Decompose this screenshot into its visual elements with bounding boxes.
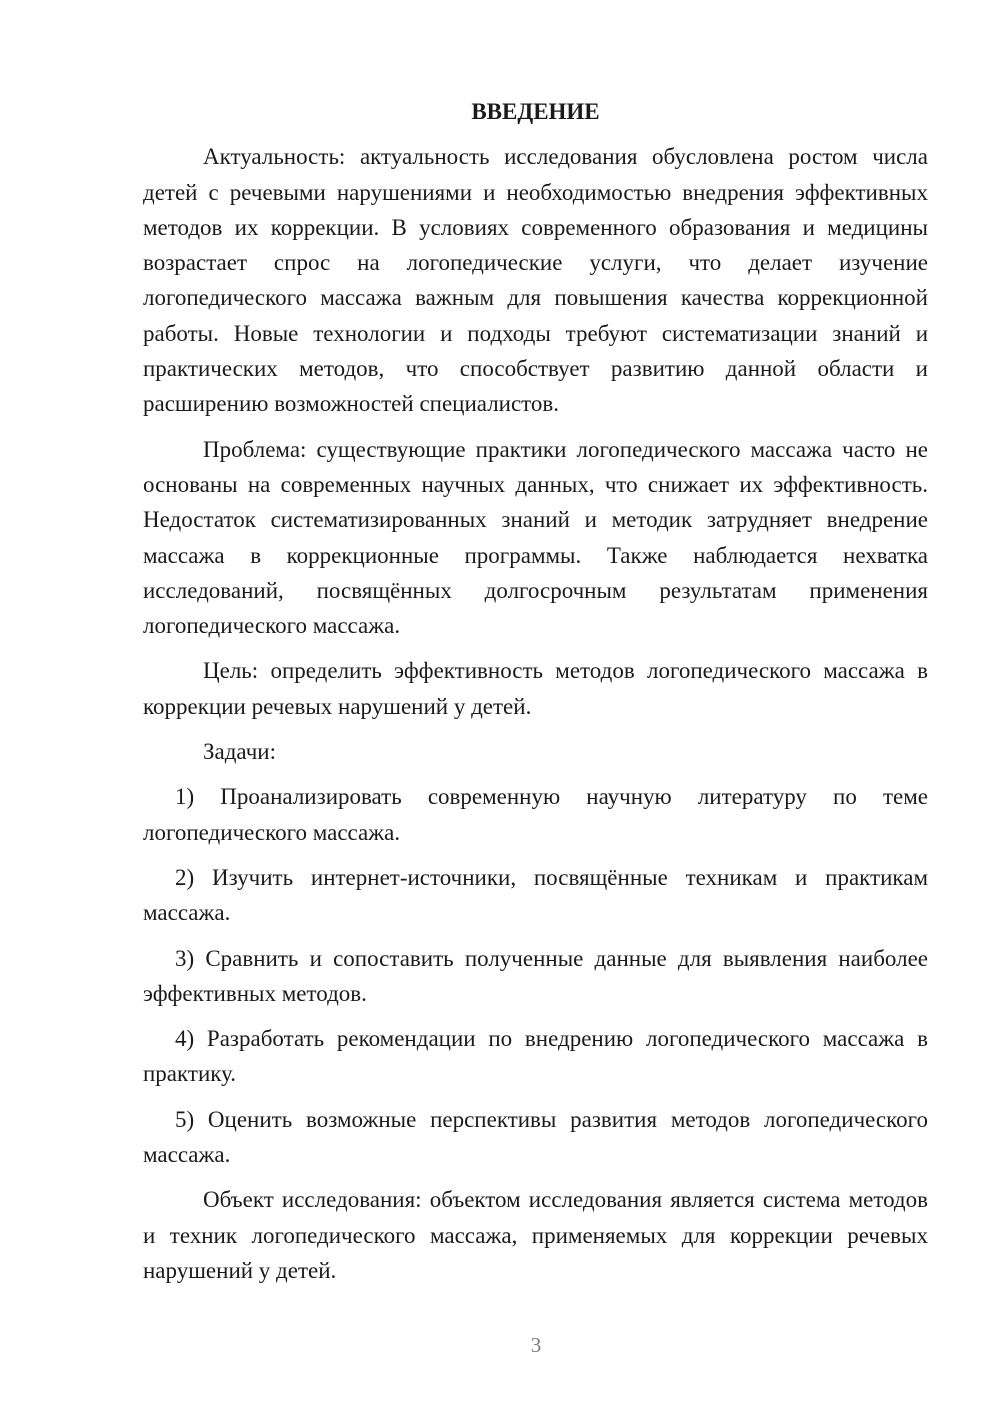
page-content xyxy=(143,94,928,1288)
page-number: 3 xyxy=(530,1333,542,1357)
paragraph-object: Объект исследования: объектом исследования является система методов и техник логопедического массажа, применяемых для коррекции речевых нарушений у детей. xyxy=(143,1187,928,1283)
task-item-2: 2) Изучить интернет-источники, посвящённые техникам и практикам массажа. xyxy=(143,864,928,926)
task-item-3: 3) Сравнить и сопоставить полученные данные для выявления наиболее эффективных методов. xyxy=(143,945,928,1006)
task-item-1: 1) Проанализировать современную научную литературу по теме логопедического массажа. xyxy=(143,784,928,845)
paragraph-relevance: Актуальность: актуальность исследования обусловлена ростом числа детей с речевыми нарушениями и необходимостью внедрения эффективных методов их коррекции. В условиях современного образования и медицины возрастает спрос на логопедические услуги, что делает изучение логопедического массажа важным для повышения качества коррекционной работы. Новые технологии и подходы требуют систематизации знаний и практических методов, что способствует развитию данной области и расширению возможностей специалистов. xyxy=(143,144,928,417)
paragraph-problem: Проблема: существующие практики логопедического массажа часто не основаны на современных научных данных, что снижает их эффективность. Недостаток систематизированных знаний и методик затрудняет внедрение массажа в коррекционные программы. Также наблюдается нехватка исследований, посвящённых долгосрочным результатам применения логопедического массажа. xyxy=(143,436,928,639)
tasks-label: Задачи: xyxy=(203,739,276,765)
task-item-5: 5) Оценить возможные перспективы развития методов логопедического массажа. xyxy=(143,1106,928,1168)
paragraph-goal: Цель: определить эффективность методов логопедического массажа в коррекции речевых нарушений у детей. xyxy=(143,658,928,719)
task-item-4: 4) Разработать рекомендации по внедрению логопедического массажа в практику. xyxy=(143,1026,928,1087)
section-heading: ВВЕДЕНИЕ xyxy=(471,99,600,124)
